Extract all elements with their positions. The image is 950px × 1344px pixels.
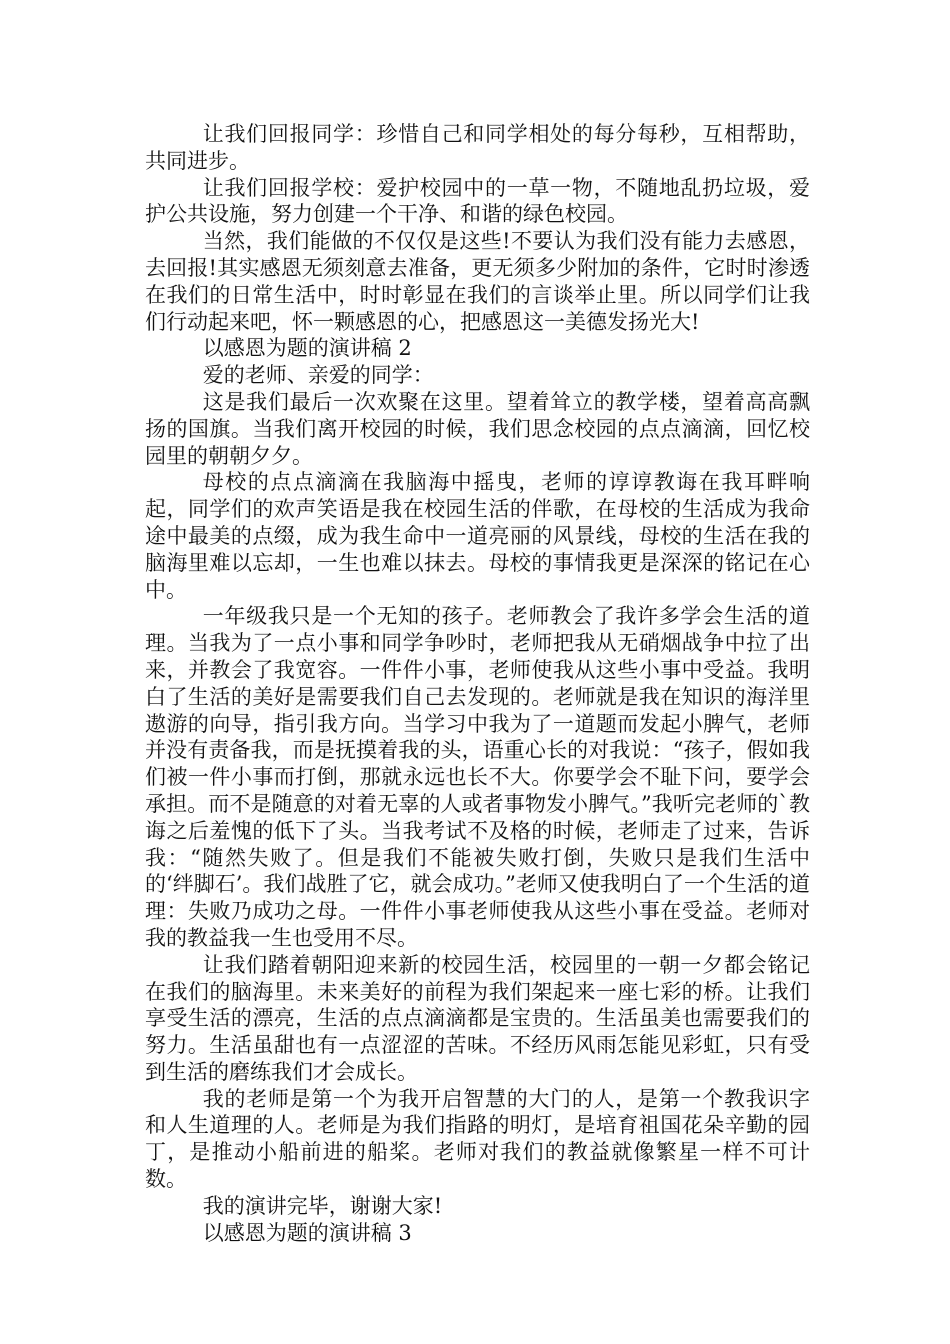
closing-line: 我的演讲完毕，谢谢大家! xyxy=(202,1193,443,1218)
salutation: 爱的老师、亲爱的同学： xyxy=(202,363,434,388)
speech-3-heading: 以感恩为题的演讲稿 3 xyxy=(202,1220,412,1245)
paragraph-new-campus-life: 让我们踏着朝阳迎来新的校园生活，校园里的一朝一夕都会铭记在我们的脑海里。未来美好的前程为我们架起来一座七彩的桥。让我们享受生活的漂亮，生活的点点滴滴都是宝贵的。生活虽美也需要我们的努力。生活虽甜也有一点涩涩的苦味。不经历风雨怎能见彩虹，只有受到生活的磨练我们才会成长。 xyxy=(145,952,810,1084)
speech-2-heading: 以感恩为题的演讲稿 2 xyxy=(202,336,412,361)
paragraph-gratitude-conclusion: 当然，我们能做的不仅仅是这些!不要认为我们没有能力去感恩，去回报!其实感恩无须刻意去准备，更无须多少附加的条件，它时时渗透在我们的日常生活中，时时彰显在我们的言谈举止里。所以同学们让我们行动起来吧，怀一颗感恩的心，把感恩这一美德发扬光大! xyxy=(145,229,810,334)
paragraph-first-grade: 一年级我只是一个无知的孩子。老师教会了我许多学会生活的道理。当我为了一点小事和同学争吵时，老师把我从无硝烟战争中拉了出来，并教会了我宽容。一件件小事，老师使我从这些小事中受益。我明白了生活的美好是需要我们自己去发现的。老师就是我在知识的海洋里遨游的向导，指引我方向。当学习中我为了一道题而发起小脾气，老师并没有责备我，而是抚摸着我的头，语重心长的对我说：“孩子，假如我们被一件小事而打倒，那就永远也长不大。你要学会不耻下问，要学会承担。而不是随意的对着无辜的人或者事物发小脾气。”我听完老师的`教诲之后羞愧的低下了头。当我考试不及格的时候，老师走了过来，告诉我：“随然失败了。但是我们不能被失败打倒，失败只是我们生活中的‘绊脚石’。我们战胜了它，就会成功。”老师又使我明白了一个生活的道理：失败乃成功之母。一件件小事老师使我从这些小事在受益。老师对我的教益我一生也受用不尽。 xyxy=(145,604,810,950)
paragraph-last-gathering: 这是我们最后一次欢聚在这里。望着耸立的教学楼，望着高高飘扬的国旗。当我们离开校园的时候，我们思念校园的点点滴滴，回忆校园里的朝朝夕夕。 xyxy=(145,389,810,468)
paragraph-my-teacher: 我的老师是第一个为我开启智慧的大门的人，是第一个教我识字和人生道理的人。老师是为我们指路的明灯，是培育祖国花朵辛勤的园丁，是推动小船前进的船桨。老师对我们的教益就像繁星一样不可计数。 xyxy=(145,1086,810,1192)
paragraph-alma-mater: 母校的点点滴滴在我脑海中摇曳，老师的谆谆教诲在我耳畔响起，同学们的欢声笑语是我在校园生活的伴歌，在母校的生活成为我命途中最美的点缀，成为我生命中一道亮丽的风景线，母校的生活在我的脑海里难以忘却，一生也难以抹去。母校的事情我更是深深的铭记在心中。 xyxy=(145,470,810,602)
paragraph-repay-classmates: 让我们回报同学：珍惜自己和同学相处的每分每秒，互相帮助，共同进步。 xyxy=(145,122,810,173)
document-page xyxy=(145,121,810,1246)
paragraph-repay-school: 让我们回报学校：爱护校园中的一草一物，不随地乱扔垃圾，爱护公共设施，努力创建一个干净、和谐的绿色校园。 xyxy=(145,175,810,227)
